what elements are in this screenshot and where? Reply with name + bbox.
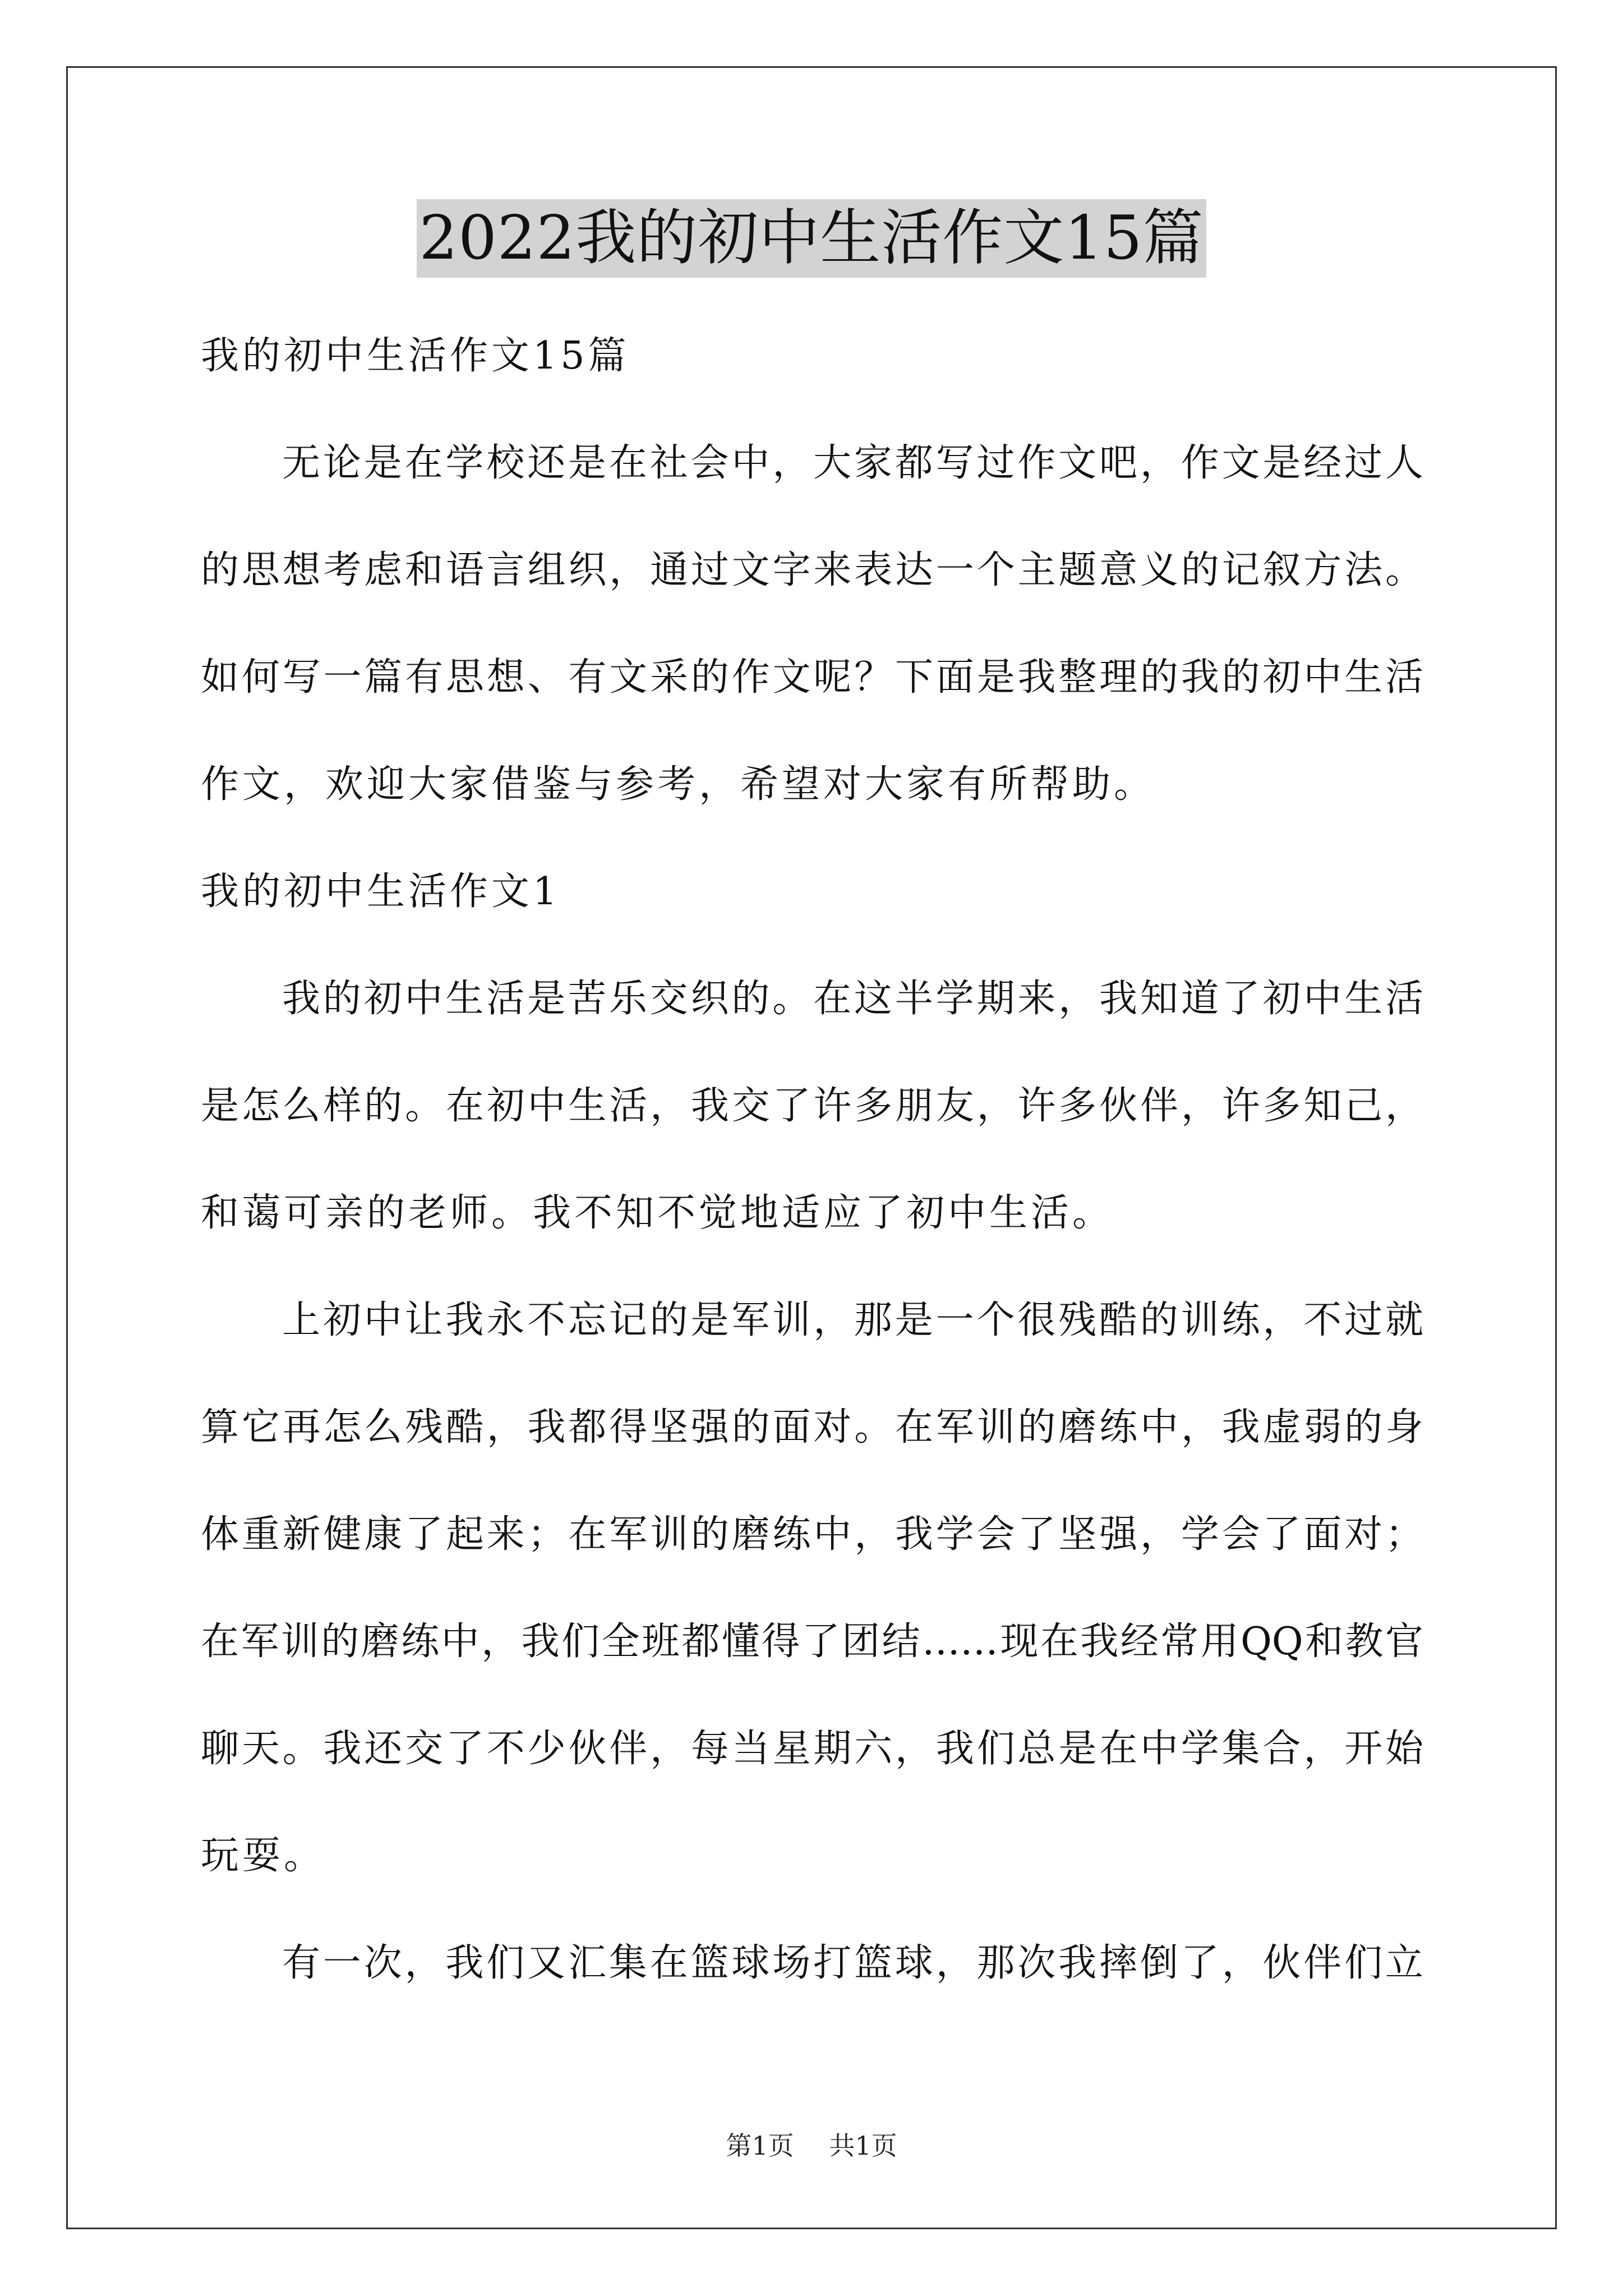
text-line: 我的初中生活作文15篇 — [201, 334, 630, 378]
text-line: 上初中让我永不忘记的是军训，那是一个很残酷的训练，不过就 — [282, 1298, 1423, 1342]
title-container — [0, 199, 1623, 278]
text-line: 和蔼可亲的老师。我不知不觉地适应了初中生活。 — [201, 1191, 1114, 1235]
text-line: 算它再怎么残酷，我都得坚强的面对。在军训的磨练中，我虚弱的身 — [201, 1405, 1423, 1450]
text-line: 聊天。我还交了不少伙伴，每当星期六，我们总是在中学集合，开始 — [201, 1727, 1423, 1771]
text-line: 我的初中生活是苦乐交织的。在这半学期来，我知道了初中生活 — [282, 977, 1423, 1021]
text-line: 如何写一篇有思想、有文采的作文呢？下面是我整理的我的初中生活 — [201, 655, 1423, 700]
text-line: 体重新健康了起来；在军训的磨练中，我学会了坚强，学会了面对； — [201, 1512, 1423, 1557]
text-line: 有一次，我们又汇集在篮球场打篮球，那次我摔倒了，伙伴们立 — [282, 1941, 1423, 1985]
text-line: 在军训的磨练中，我们全班都懂得了团结……现在我经常用QQ和教官 — [201, 1619, 1423, 1664]
document-title: 2022我的初中生活作文15篇 — [417, 199, 1206, 278]
text-line: 无论是在学校还是在社会中，大家都写过作文吧，作文是经过人 — [282, 441, 1423, 485]
text-line: 是怎么样的。在初中生活，我交了许多朋友，许多伙伴，许多知己， — [201, 1084, 1423, 1128]
text-line: 作文，欢迎大家借鉴与参考，希望对大家有所帮助。 — [201, 762, 1156, 807]
text-line: 的思想考虑和语言组织，通过文字来表达一个主题意义的记叙方法。 — [201, 548, 1423, 592]
page-footer — [0, 2129, 1623, 2162]
text-line: 我的初中生活作文1 — [201, 869, 561, 914]
text-line: 玩耍。 — [201, 1834, 326, 1878]
page-number-total: 共1页 — [829, 2131, 897, 2161]
page-number-current: 第1页 — [726, 2131, 794, 2161]
document-body — [201, 317, 1423, 2031]
